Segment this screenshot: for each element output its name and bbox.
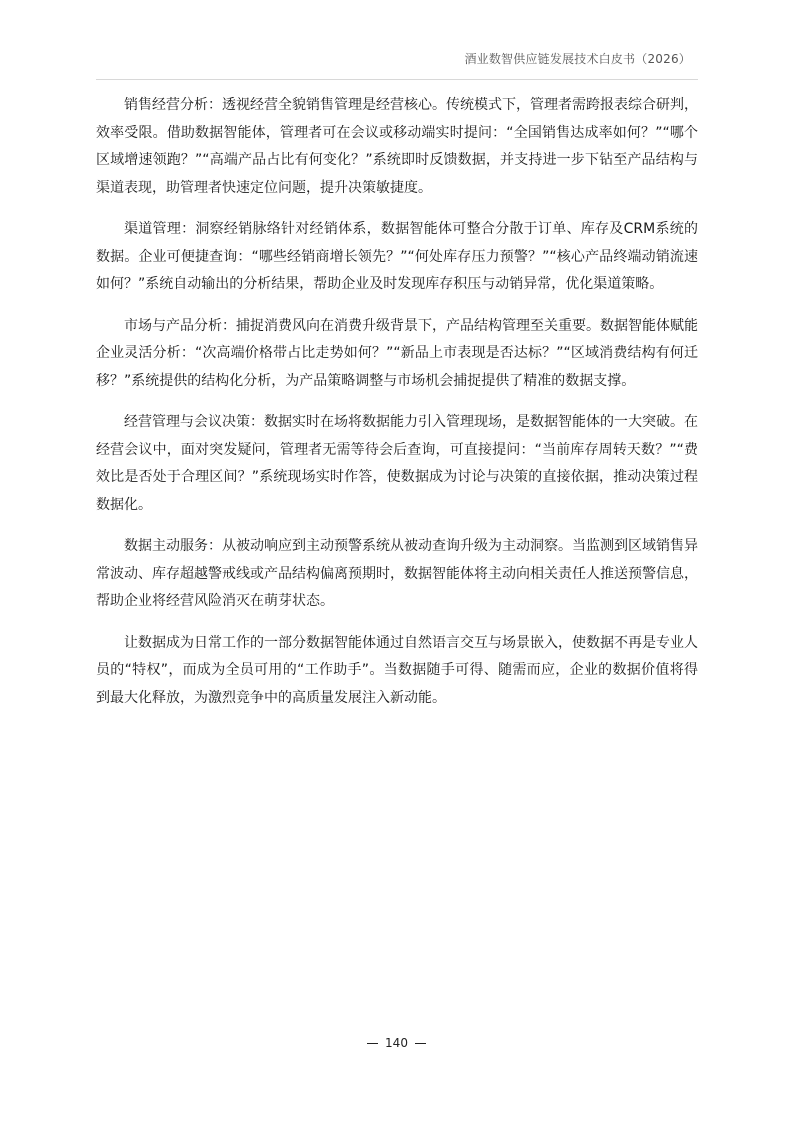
header-divider [96, 79, 698, 80]
paragraph-channel-management: 渠道管理：洞察经销脉络针对经销体系，数据智能体可整合分散于订单、库存及CRM系统的数据。企业可便捷查询：“哪些经销商增长领先？”“何处库存压力预警？”“核心产品终端动销流速如何？”系统自动输出的分析结果，帮助企业及时发现库存积压与动销异常，优化渠道策略。 [96, 221, 698, 292]
paragraph-meeting-decision: 经营管理与会议决策：数据实时在场将数据能力引入管理现场，是数据智能体的一大突破。在经营会议中，面对突发疑问，管理者无需等待会后查询，可直接提问：“当前库存周转天数？”“费效比是否处于合理区间？”系统现场实时作答，使数据成为讨论与决策的直接依据，推动决策过程数据化。 [96, 414, 698, 513]
page-footer [0, 1036, 793, 1050]
paragraph-daily-work: 让数据成为日常工作的一部分数据智能体通过自然语言交互与场景嵌入，使数据不再是专业人员的“特权”，而成为全员可用的“工作助手”。当数据随手可得、随需而应，企业的数据价值将得到最大化释放，为激烈竞争中的高质量发展注入新动能。 [96, 634, 698, 706]
page-number: 140 [385, 1036, 408, 1050]
paragraph-proactive-service: 数据主动服务：从被动响应到主动预警系统从被动查询升级为主动洞察。当监测到区域销售异常波动、库存超越警戒线或产品结构偏离预期时，数据智能体将主动向相关责任人推送预警信息，帮助企业将经营风险消灭在萌芽状态。 [96, 538, 698, 609]
running-header-title: 酒业数智供应链发展技术白皮书（2026） [464, 52, 691, 66]
page-body [96, 92, 698, 726]
paragraph-market-product-analysis: 市场与产品分析：捕捉消费风向在消费升级背景下，产品结构管理至关重要。数据智能体赋能企业灵活分析：“次高端价格带占比走势如何？”“新品上市表现是否达标？”“区域消费结构有何迁移？”系统提供的结构化分析，为产品策略调整与市场机会捕捉提供了精准的数据支撑。 [96, 317, 698, 389]
footer-dash-left [367, 1043, 378, 1044]
paragraph-sales-analysis: 销售经营分析：透视经营全貌销售管理是经营核心。传统模式下，管理者需跨报表综合研判，效率受限。借助数据智能体，管理者可在会议或移动端实时提问：“全国销售达成率如何？”“哪个区域增速领跑？”“高端产品占比有何变化？”系统即时反馈数据，并支持进一步下钻至产品结构与渠道表现，助管理者快速定位问题，提升决策敏捷度。 [96, 97, 698, 196]
footer-dash-right [415, 1043, 426, 1044]
